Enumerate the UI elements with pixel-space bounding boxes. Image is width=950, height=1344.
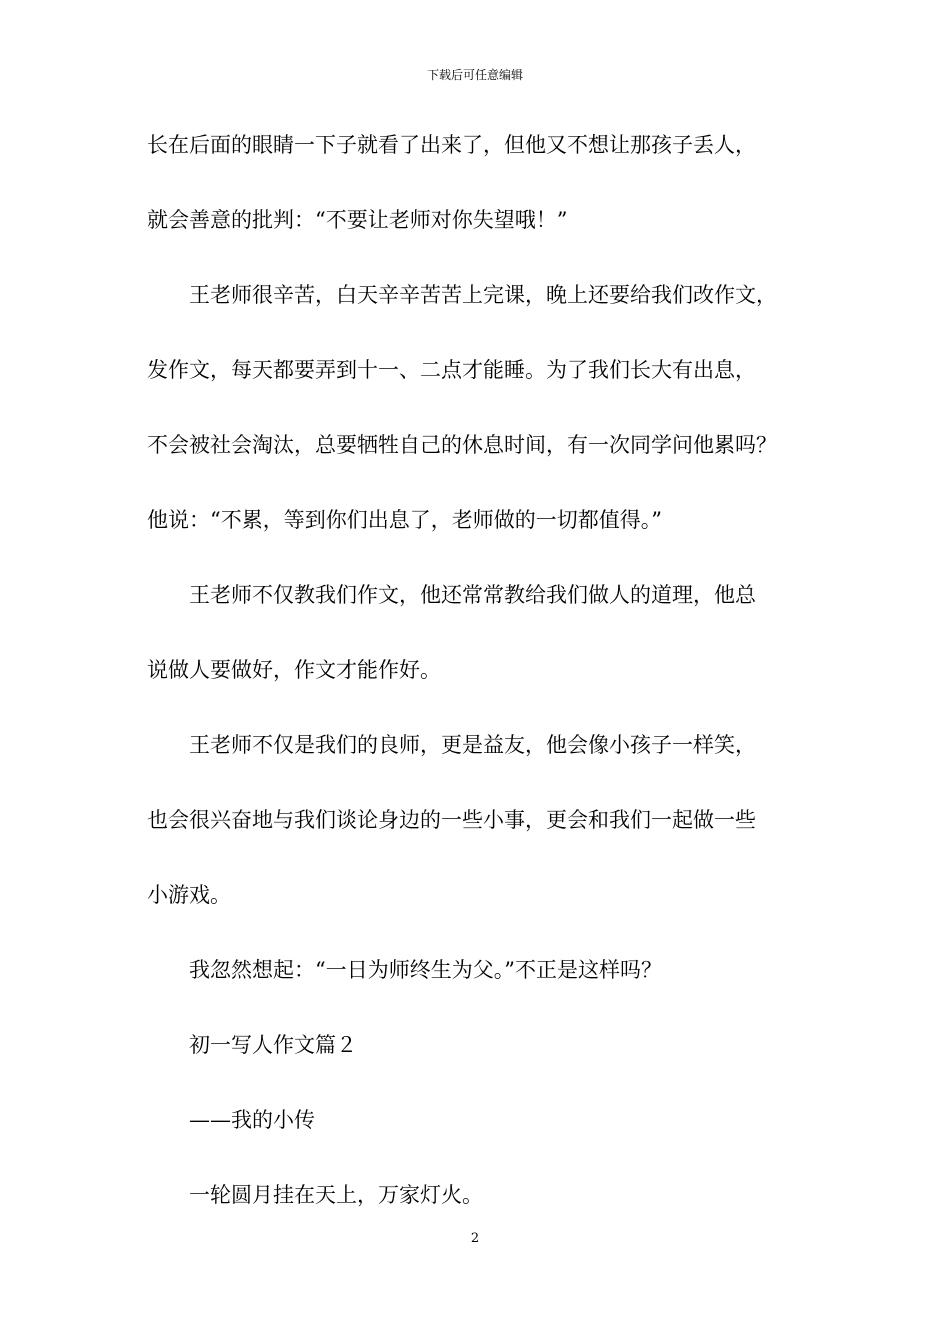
paragraph-start-line: 王老师很辛苦，白天辛辛苦苦上完课，晚上还要给我们改作文， bbox=[189, 283, 777, 307]
paragraph-start-line: 我忽然想起：“一日为师终生为父。”不正是这样吗？ bbox=[189, 958, 662, 982]
text-line: 不会被社会淘汰，总要牺牲自己的休息时间，有一次同学问他累吗？ bbox=[147, 433, 777, 457]
text-line: 也会很兴奋地与我们谈论身边的一些小事，更会和我们一起做一些 bbox=[147, 808, 756, 832]
section-title: 初一写人作文篇２ bbox=[189, 1033, 357, 1057]
text-line: 小游戏。 bbox=[147, 883, 231, 907]
text-line: 他说：“不累，等到你们出息了，老师做的一切都值得。” bbox=[147, 508, 662, 532]
text-line: 长在后面的眼睛一下子就看了出来了，但他又不想让那孩子丢人， bbox=[147, 133, 756, 157]
paragraph-start-line: 王老师不仅教我们作文，他还常常教给我们做人的道理，他总 bbox=[189, 583, 756, 607]
text-line: 说做人要做好，作文才能作好。 bbox=[147, 658, 441, 682]
paragraph-start-line: 王老师不仅是我们的良师，更是益友，他会像小孩子一样笑， bbox=[189, 733, 756, 757]
text-line: 发作文，每天都要弄到十一、二点才能睡。为了我们长大有出息， bbox=[147, 358, 756, 382]
paragraph-start-line: 一轮圆月挂在天上，万家灯火。 bbox=[189, 1183, 483, 1207]
page-number: 2 bbox=[470, 1231, 480, 1246]
section-subtitle: ——我的小传 bbox=[189, 1108, 315, 1132]
text-line: 就会善意的批判：“不要让老师对你失望哦！” bbox=[147, 208, 568, 232]
page-header: 下载后可任意编辑 bbox=[426, 68, 523, 82]
